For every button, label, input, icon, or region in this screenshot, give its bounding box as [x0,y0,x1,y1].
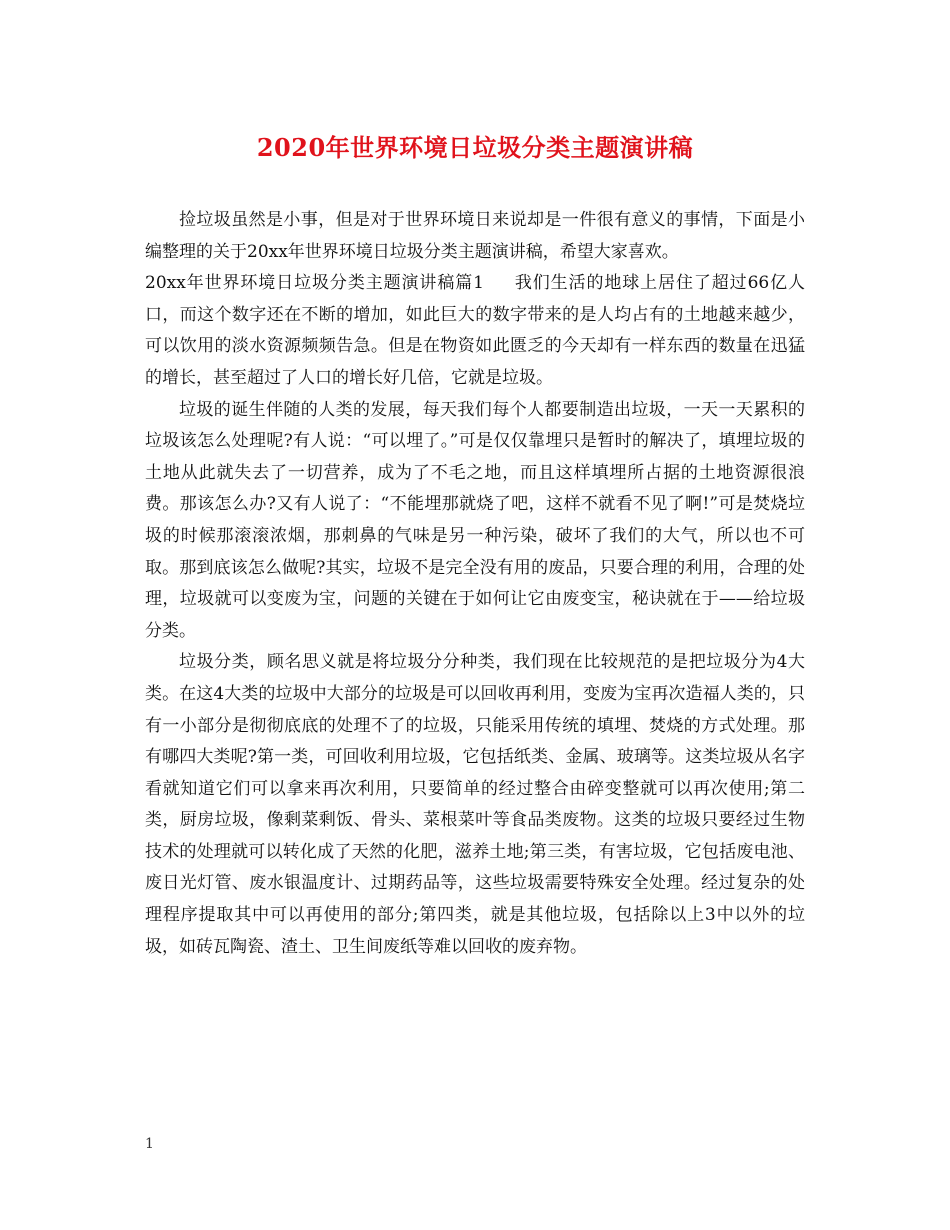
page-number: 1 [145,1136,154,1152]
paragraph-3: 垃圾分类，顾名思义就是将垃圾分分种类，我们现在比较规范的是把垃圾分为4大类。在这4大类的垃圾中大部分的垃圾是可以回收再利用，变废为宝再次造福人类的，只有一小部分是彻彻底底的处理不了的垃圾，只能采用传统的填埋、焚烧的方式处理。那有哪四大类呢?第一类，可回收利用垃圾，它包括纸类、金属、玻璃等。这类垃圾从名字看就知道它们可以拿来再次利用，只要简单的经过整合由碎变整就可以再次使用;第二类，厨房垃圾，像剩菜剩饭、骨头、菜根菜叶等食品类废物。这类的垃圾只要经过生物技术的处理就可以转化成了天然的化肥，滋养土地;第三类，有害垃圾，它包括废电池、废日光灯管、废水银温度计、过期药品等，这些垃圾需要特殊安全处理。经过复杂的处理程序提取其中可以再使用的部分;第四类，就是其他垃圾，包括除以上3中以外的垃圾，如砖瓦陶瓷、渣土、卫生间废纸等难以回收的废弃物。 [145,652,805,957]
section-heading: 20xx年世界环境日垃圾分类主题演讲稿篇1 [145,273,484,294]
intro-paragraph: 捡垃圾虽然是小事，但是对于世界环境日来说却是一件很有意义的事情，下面是小编整理的关于20xx年世界环境日垃圾分类主题演讲稿，希望大家喜欢。 [145,210,805,262]
paragraph-2: 垃圾的诞生伴随的人类的发展，每天我们每个人都要制造出垃圾，一天一天累积的垃圾该怎么处理呢?有人说：“可以埋了。”可是仅仅靠埋只是暂时的解决了，填埋垃圾的土地从此就失去了一切营养，成为了不毛之地，而且这样填埋所占据的土地资源很浪费。那该怎么办?又有人说了：“不能埋那就烧了吧，这样不就看不见了啊!”可是焚烧垃圾的时候那滚滚浓烟，那刺鼻的气味是另一种污染，破坏了我们的大气，所以也不可取。那到底该怎么做呢?其实，垃圾不是完全没有用的废品，只要合理的利用，合理的处理，垃圾就可以变废为宝，问题的关键在于如何让它由废变宝，秘诀就在于——给垃圾分类。 [145,399,805,641]
document-body [145,205,805,963]
document-title: 2020年世界环境日垃圾分类主题演讲稿 [256,133,694,162]
paragraph-1: 我们生活的地球上居住了超过66亿人口，而这个数字还在不断的增加，如此巨大的数字带来的是人均占有的土地越来越少，可以饮用的淡水资源频频告急。但是在物资如此匮乏的今天却有一样东西的数量在迅猛的增长，甚至超过了人口的增长好几倍，它就是垃圾。 [145,273,806,388]
section-paragraph [145,268,805,394]
